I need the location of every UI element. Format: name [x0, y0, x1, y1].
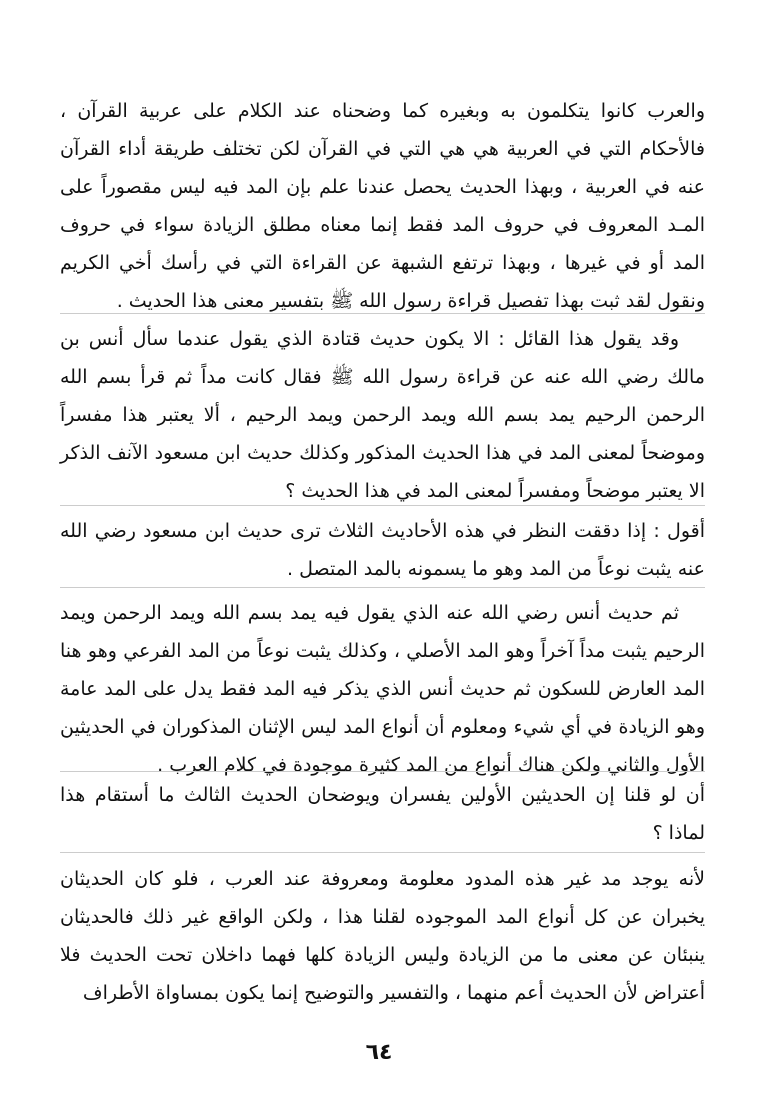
paragraph-6-block — [60, 860, 705, 1012]
paragraph-2: وقد يقول هذا القائل : الا يكون حديث قتادة الذي يقول عندما سأل أنس بن مالك رضي الله عنه عن قراءة رسول الله ﷺ فقال كانت مداً ثم قرأ بسم الله الرحمن الرحيم يمد بسم الله ويمد الرحمن ويمد الرحيم ، ألا يعتبر هذا مفسراً وموضحاً لمعنى المد في هذا الحديث المذكور وكذلك حديث ابن مسعود الآنف الذكر الا يعتبر موضحاً ومفسراً لمعنى المد في هذا الحديث ؟ — [60, 328, 705, 502]
paragraph-separator — [60, 587, 705, 588]
paragraph-separator — [60, 505, 705, 506]
paragraph-2-block — [60, 320, 705, 510]
paragraph-4: ثم حديث أنس رضي الله عنه الذي يقول فيه يمد بسم الله ويمد الرحمن ويمد الرحيم يثبت مداً آخراً وهو المد الأصلي ، وكذلك يثبت نوعاً من المد الفرعي وهو هنا المد العارض للسكون ثم حديث أنس الذي يذكر فيه المد فقط يدل على المد عامة وهو الزيادة في أي شيء ومعلوم أن أنواع المد ليس الإثنان المذكوران في الحديثين الأول والثاني ولكن هناك أنواع من المد كثيرة موجودة في كلام العرب . — [60, 602, 705, 776]
paragraph-3: أقول : إذا دققت النظر في هذه الأحاديث الثلاث ترى حديث ابن مسعود رضي الله عنه يثبت نوعاً من المد وهو ما يسمونه بالمد المتصل . — [60, 520, 705, 580]
paragraph-separator — [60, 313, 705, 314]
page-number: ٦٤ — [365, 1040, 393, 1065]
paragraph-separator — [60, 852, 705, 853]
paragraph-3-block — [60, 512, 705, 588]
paragraph-5: أن لو قلنا إن الحديثين الأولين يفسران ويوضحان الحديث الثالث ما أستقام هذا لماذا ؟ — [60, 784, 705, 844]
paragraph-1-block — [60, 92, 705, 320]
paragraph-5-block — [60, 776, 705, 852]
paragraph-separator — [60, 771, 705, 772]
paragraph-4-block — [60, 594, 705, 784]
paragraph-1: والعرب كانوا يتكلمون به وبغيره كما وضحناه عند الكلام على عربية القرآن ، فالأحكام التي في العربية هي هي التي في القرآن لكن تختلف طريقة أداء القرآن عنه في العربية ، وبهذا الحديث يحصل عندنا علم بإن المد فيه ليس مقصوراً على المـد المعروف في حروف المد فقط إنما معناه مطلق الزيادة سواء في حروف المد أو في غيرها ، وبهذا ترتفع الشبهة عن القراءة التي في رأسك أخي الكريم ونقول لقد ثبت بهذا تفصيل قراءة رسول الله ﷺ بتفسير معنى هذا الحديث . — [60, 100, 705, 312]
paragraph-6: لأنه يوجد مد غير هذه المدود معلومة ومعروفة عند العرب ، فلو كان الحديثان يخبران عن كل أنواع المد الموجوده لقلنا هذا ، ولكن الواقع غير ذلك فالحديثان ينبئان عن معنى ما من الزيادة وليس الزيادة كلها فهما داخلان تحت الحديث فلا أعتراض لأن الحديث أعم منهما ، والتفسير والتوضيح إنما يكون بمساواة الأطراف — [60, 868, 705, 1004]
